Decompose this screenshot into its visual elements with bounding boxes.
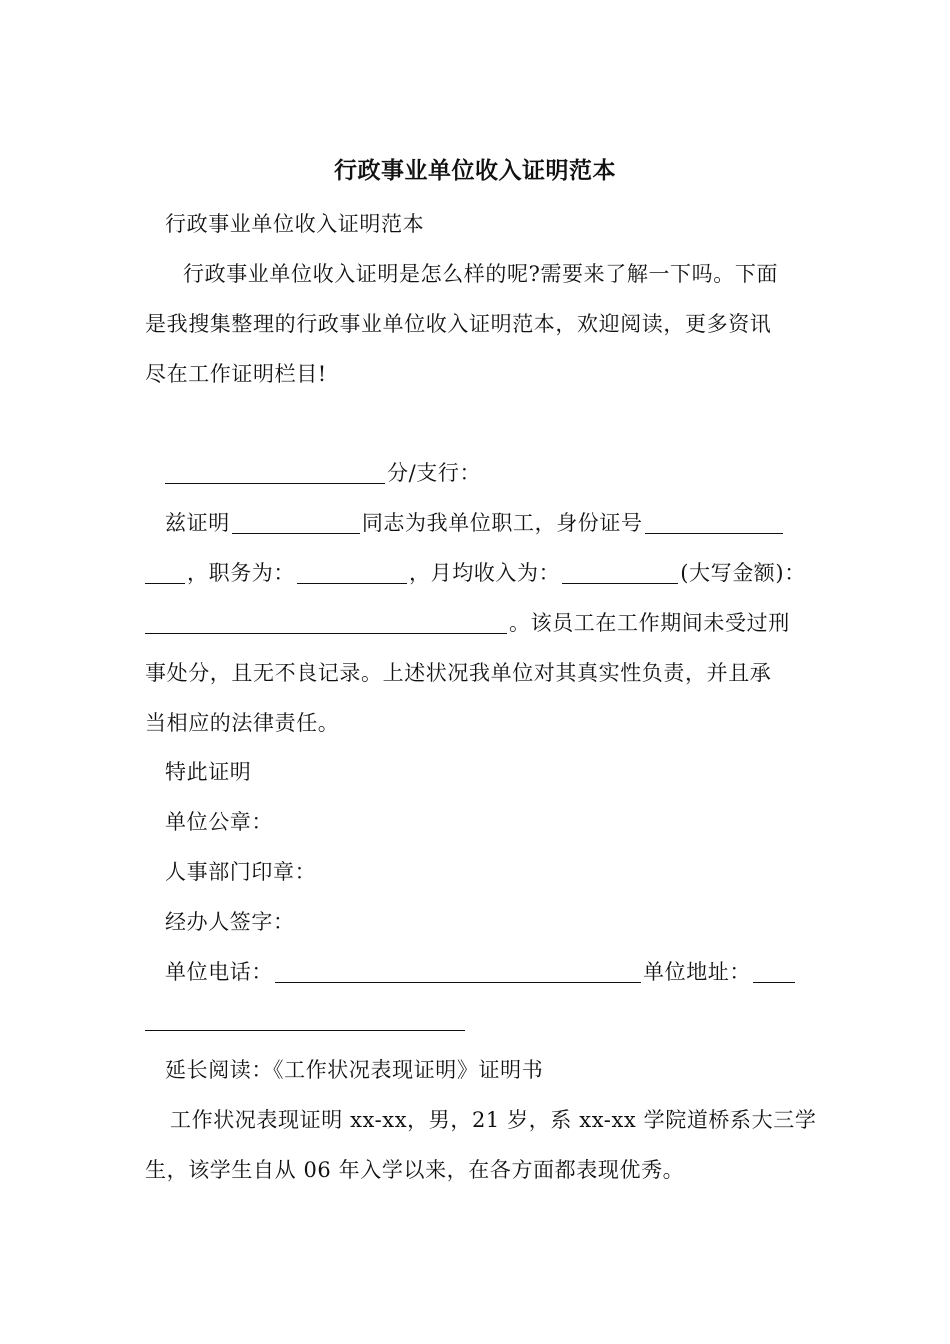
unit-seal-label: 单位公章： xyxy=(165,810,273,834)
subtitle: 行政事业单位收入证明范本 xyxy=(165,212,425,236)
branch-line xyxy=(165,458,835,488)
statement-line-2: 事处分，且无不良记录。上述状况我单位对其真实性负责，并且承 xyxy=(145,661,772,685)
address-line-cont xyxy=(145,1005,815,1035)
position-blank[interactable] xyxy=(297,559,407,584)
certify-line xyxy=(165,508,835,538)
address-blank-cont[interactable] xyxy=(145,1006,465,1031)
phone-blank[interactable] xyxy=(275,958,641,983)
hereby-certify: 特此证明 xyxy=(165,760,252,784)
name-blank[interactable] xyxy=(232,509,360,534)
statement-line-1 xyxy=(145,608,815,638)
document-title: 行政事业单位收入证明范本 xyxy=(334,157,616,184)
amount-words-blank[interactable] xyxy=(145,609,507,634)
intro-line-1: 行政事业单位收入证明是怎么样的呢?需要来了解一下吗。下面 xyxy=(183,262,779,286)
certify-prefix: 兹证明 xyxy=(165,511,230,535)
intro-line-3: 尽在工作证明栏目! xyxy=(145,362,327,386)
extended-reading-heading: 延长阅读：《工作状况表现证明》证明书 xyxy=(165,1058,544,1082)
branch-blank[interactable] xyxy=(165,459,385,484)
position-label: ，职务为： xyxy=(187,561,295,585)
statement-line-3: 当相应的法律责任。 xyxy=(145,711,340,735)
income-label: ，月均收入为： xyxy=(409,561,561,585)
address-blank[interactable] xyxy=(753,958,795,983)
id-number-blank[interactable] xyxy=(645,509,783,534)
income-blank[interactable] xyxy=(562,559,678,584)
amount-label: (大写金额)： xyxy=(680,561,806,585)
hr-seal-label: 人事部门印章： xyxy=(165,860,317,884)
branch-label: 分/支行： xyxy=(387,461,482,485)
address-label: 单位地址： xyxy=(643,960,751,984)
extended-line-2: 生，该学生自从 06 年入学以来，在各方面都表现优秀。 xyxy=(145,1158,685,1182)
certify-mid: 同志为我单位职工，身份证号 xyxy=(361,511,643,535)
handler-signature-label: 经办人签字： xyxy=(165,910,295,934)
intro-line-2: 是我搜集整理的行政事业单位收入证明范本，欢迎阅读，更多资讯 xyxy=(145,312,772,336)
extended-line-1: 工作状况表现证明 xx-xx，男，21 岁，系 xx-xx 学院道桥系大三学 xyxy=(170,1108,817,1132)
contact-line xyxy=(165,957,835,987)
id-number-blank-cont[interactable] xyxy=(145,559,185,584)
statement-tail: 。该员工在工作期间未受过刑 xyxy=(509,611,790,635)
phone-label: 单位电话： xyxy=(165,960,273,984)
position-income-line xyxy=(145,558,815,588)
